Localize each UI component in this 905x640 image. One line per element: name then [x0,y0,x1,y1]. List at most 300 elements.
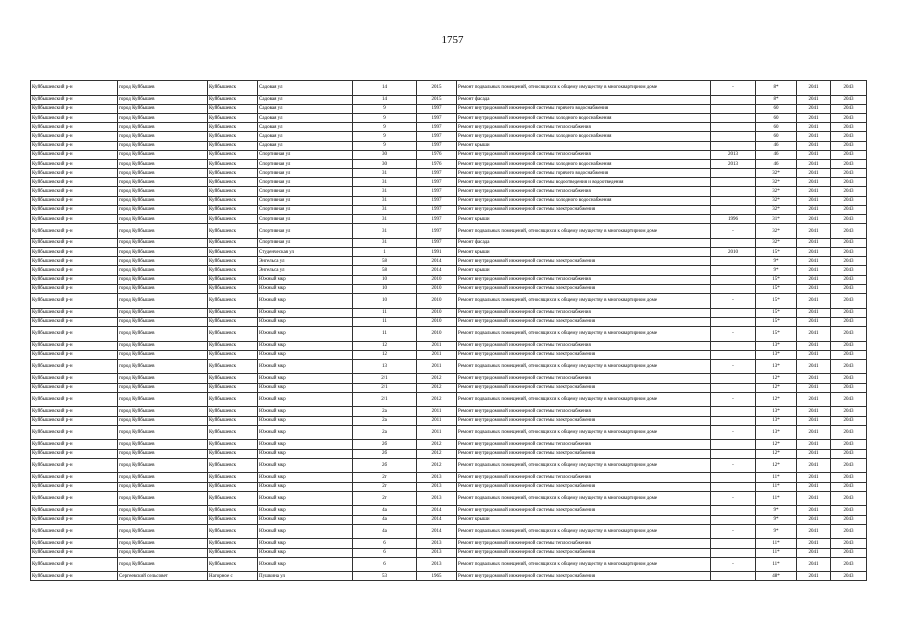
settlement-cell: город Куйбышев [118,350,208,359]
table-row [31,491,867,506]
locality-cell: Куйбышевск [208,205,258,214]
last-repair-year-cell [711,104,756,113]
work-type-cell: Ремонт внутридомовой инженерной системы электроснабжения [457,257,711,266]
house-number-cell: 2а [353,416,417,425]
build-year-cell: 2012 [417,383,457,392]
work-type-cell: Ремонт подвальных помещений, относящихся к общему имуществу в многоквартирном доме [457,224,711,239]
settlement-cell: город Куйбышев [118,266,208,275]
settlement-cell: город Куйбышев [118,317,208,326]
street-cell: Садовая ул [258,141,353,150]
locality-cell: Куйбышевск [208,238,258,247]
wear-cell: 31* [756,215,797,224]
district-cell: Куйбышевский р-н [31,350,118,359]
settlement-cell: город Куйбышев [118,187,208,196]
district-cell: Куйбышевский р-н [31,141,118,150]
last-repair-year-cell: - [711,557,756,572]
wear-cell: 8* [756,95,797,104]
plan-start-cell: 2041 [797,572,831,581]
build-year-cell: 1997 [417,205,457,214]
locality-cell: Куйбышевск [208,491,258,506]
work-type-cell: Ремонт внутридомовой инженерной системы холодного водоснабжения [457,196,711,205]
district-cell: Куйбышевский р-н [31,187,118,196]
wear-cell: 13* [756,341,797,350]
plan-start-cell: 2041 [797,524,831,539]
settlement-cell: город Куйбышев [118,515,208,524]
plan-start-cell: 2041 [797,548,831,557]
plan-start-cell: 2041 [797,215,831,224]
table-row [31,374,867,383]
work-type-cell: Ремонт подвальных помещений, относящихся к общему имуществу в многоквартирном доме [457,293,711,308]
plan-end-cell: 2043 [831,150,867,159]
settlement-cell: город Куйбышев [118,374,208,383]
locality-cell: Куйбышевск [208,81,258,96]
last-repair-year-cell [711,416,756,425]
last-repair-year-cell: 1996 [711,215,756,224]
table-row [31,141,867,150]
plan-end-cell: 2043 [831,275,867,284]
settlement-cell: город Куйбышев [118,308,208,317]
street-cell: Спортивная ул [258,215,353,224]
plan-start-cell: 2041 [797,539,831,548]
last-repair-year-cell [711,383,756,392]
plan-end-cell: 2043 [831,205,867,214]
table-row [31,159,867,168]
plan-start-cell: 2041 [797,359,831,374]
locality-cell: Куйбышевск [208,284,258,293]
district-cell: Куйбышевский р-н [31,293,118,308]
street-cell: Энгельса ул [258,257,353,266]
build-year-cell: 1965 [417,572,457,581]
district-cell: Куйбышевский р-н [31,132,118,141]
locality-cell: Куйбышевск [208,257,258,266]
house-number-cell: 31 [353,224,417,239]
house-number-cell: 14 [353,95,417,104]
settlement-cell: город Куйбышев [118,275,208,284]
build-year-cell: 2014 [417,515,457,524]
street-cell: Южный мкр [258,326,353,341]
wear-cell: 13* [756,350,797,359]
build-year-cell: 1976 [417,159,457,168]
table-row [31,81,867,96]
house-number-cell: 31 [353,178,417,187]
build-year-cell: 2014 [417,524,457,539]
build-year-cell: 2012 [417,458,457,473]
work-type-cell: Ремонт внутридомовой инженерной системы электроснабжения [457,383,711,392]
district-cell: Куйбышевский р-н [31,95,118,104]
district-cell: Куйбышевский р-н [31,374,118,383]
wear-cell: 60 [756,132,797,141]
build-year-cell: 2011 [417,350,457,359]
last-repair-year-cell [711,266,756,275]
house-number-cell: 9 [353,123,417,132]
table-row [31,150,867,159]
settlement-cell: город Куйбышев [118,123,208,132]
build-year-cell: 1997 [417,132,457,141]
house-number-cell: 2б [353,440,417,449]
settlement-cell: город Куйбышев [118,506,208,515]
plan-end-cell: 2043 [831,104,867,113]
work-type-cell: Ремонт внутридомовой инженерной системы горячего водоснабжения [457,169,711,178]
last-repair-year-cell [711,123,756,132]
work-type-cell: Ремонт внутридомовой инженерной системы электроснабжения [457,284,711,293]
work-type-cell: Ремонт внутридомовой инженерной системы электроснабжения [457,350,711,359]
street-cell: Южный мкр [258,359,353,374]
locality-cell: Куйбышевск [208,524,258,539]
work-type-cell: Ремонт подвальных помещений, относящихся к общему имуществу в многоквартирном доме [457,81,711,96]
street-cell: Садовая ул [258,132,353,141]
wear-cell: 15* [756,248,797,257]
plan-start-cell: 2041 [797,491,831,506]
work-type-cell: Ремонт внутридомовой инженерной системы холодного водоснабжения [457,132,711,141]
last-repair-year-cell: - [711,326,756,341]
plan-start-cell: 2041 [797,257,831,266]
plan-end-cell: 2043 [831,326,867,341]
wear-cell: 13* [756,425,797,440]
plan-start-cell: 2041 [797,374,831,383]
house-number-cell: 4а [353,515,417,524]
locality-cell: Куйбышевск [208,383,258,392]
last-repair-year-cell [711,449,756,458]
plan-end-cell: 2043 [831,515,867,524]
plan-start-cell: 2041 [797,416,831,425]
settlement-cell: город Куйбышев [118,491,208,506]
district-cell: Куйбышевский р-н [31,482,118,491]
settlement-cell: город Куйбышев [118,169,208,178]
table-row [31,248,867,257]
table-row [31,196,867,205]
locality-cell: Нагорное с [208,572,258,581]
street-cell: Южный мкр [258,491,353,506]
work-type-cell: Ремонт крыши [457,215,711,224]
plan-end-cell: 2043 [831,81,867,96]
house-number-cell: 2а [353,407,417,416]
work-type-cell: Ремонт внутридомовой инженерной системы теплоснабжения [457,539,711,548]
table-row [31,187,867,196]
house-number-cell: 30 [353,150,417,159]
last-repair-year-cell: - [711,524,756,539]
plan-start-cell: 2041 [797,515,831,524]
table-row [31,341,867,350]
house-number-cell: 2/1 [353,392,417,407]
locality-cell: Куйбышевск [208,187,258,196]
table-row [31,539,867,548]
plan-start-cell: 2041 [797,407,831,416]
street-cell: Южный мкр [258,548,353,557]
last-repair-year-cell [711,308,756,317]
table-row [31,224,867,239]
plan-start-cell: 2041 [797,132,831,141]
work-type-cell: Ремонт подвальных помещений, относящихся к общему имуществу в многоквартирном доме [457,524,711,539]
settlement-cell: город Куйбышев [118,425,208,440]
work-type-cell: Ремонт внутридомовой инженерной системы холодного водоснабжения [457,159,711,168]
street-cell: Спортивная ул [258,196,353,205]
locality-cell: Куйбышевск [208,275,258,284]
settlement-cell: город Куйбышев [118,205,208,214]
locality-cell: Куйбышевск [208,104,258,113]
last-repair-year-cell [711,440,756,449]
table-row [31,205,867,214]
district-cell: Куйбышевский р-н [31,169,118,178]
table-row [31,266,867,275]
settlement-cell: город Куйбышев [118,196,208,205]
settlement-cell: город Куйбышев [118,524,208,539]
work-type-cell: Ремонт крыши [457,266,711,275]
build-year-cell: 2010 [417,308,457,317]
district-cell: Куйбышевский р-н [31,449,118,458]
street-cell: Южный мкр [258,458,353,473]
plan-start-cell: 2041 [797,458,831,473]
wear-cell: 11* [756,557,797,572]
settlement-cell: город Куйбышев [118,548,208,557]
build-year-cell: 2011 [417,359,457,374]
settlement-cell: Сергеевский сельсовет [118,572,208,581]
work-type-cell: Ремонт внутридомовой инженерной системы горячего водоснабжения [457,104,711,113]
plan-end-cell: 2043 [831,482,867,491]
district-cell: Куйбышевский р-н [31,515,118,524]
build-year-cell: 2014 [417,257,457,266]
table-row [31,359,867,374]
last-repair-year-cell [711,178,756,187]
table-row [31,308,867,317]
locality-cell: Куйбышевск [208,215,258,224]
plan-start-cell: 2041 [797,557,831,572]
district-cell: Куйбышевский р-н [31,104,118,113]
work-type-cell: Ремонт подвальных помещений, относящихся к общему имуществу в многоквартирном доме [457,425,711,440]
work-type-cell: Ремонт подвальных помещений, относящихся к общему имуществу в многоквартирном доме [457,326,711,341]
wear-cell: 12* [756,458,797,473]
table-row [31,293,867,308]
last-repair-year-cell: 2013 [711,150,756,159]
street-cell: Садовая ул [258,95,353,104]
wear-cell: 13* [756,407,797,416]
settlement-cell: город Куйбышев [118,449,208,458]
district-cell: Куйбышевский р-н [31,275,118,284]
street-cell: Спортивная ул [258,205,353,214]
locality-cell: Куйбышевск [208,407,258,416]
build-year-cell: 1997 [417,187,457,196]
plan-end-cell: 2043 [831,248,867,257]
district-cell: Куйбышевский р-н [31,572,118,581]
house-number-cell: 12 [353,350,417,359]
table-row [31,557,867,572]
house-number-cell: 9 [353,132,417,141]
settlement-cell: город Куйбышев [118,440,208,449]
settlement-cell: город Куйбышев [118,257,208,266]
plan-end-cell: 2043 [831,317,867,326]
settlement-cell: город Куйбышев [118,104,208,113]
build-year-cell: 2010 [417,275,457,284]
plan-start-cell: 2041 [797,104,831,113]
plan-end-cell: 2043 [831,473,867,482]
work-type-cell: Ремонт внутридомовой инженерной системы электроснабжения [457,572,711,581]
plan-start-cell: 2041 [797,95,831,104]
work-type-cell: Ремонт подвальных помещений, относящихся к общему имуществу в многоквартирном доме [457,458,711,473]
last-repair-year-cell [711,473,756,482]
plan-start-cell: 2041 [797,238,831,247]
wear-cell: 12* [756,374,797,383]
plan-end-cell: 2043 [831,224,867,239]
work-type-cell: Ремонт внутридомовой инженерной системы теплоснабжения [457,473,711,482]
street-cell: Южный мкр [258,293,353,308]
district-cell: Куйбышевский р-н [31,506,118,515]
last-repair-year-cell [711,341,756,350]
settlement-cell: город Куйбышев [118,238,208,247]
street-cell: Южный мкр [258,275,353,284]
district-cell: Куйбышевский р-н [31,205,118,214]
plan-start-cell: 2041 [797,317,831,326]
table-row [31,506,867,515]
work-type-cell: Ремонт крыши [457,248,711,257]
wear-cell: 32* [756,178,797,187]
district-cell: Куйбышевский р-н [31,257,118,266]
table-row [31,515,867,524]
plan-end-cell: 2043 [831,374,867,383]
plan-end-cell: 2043 [831,113,867,122]
locality-cell: Куйбышевск [208,359,258,374]
build-year-cell: 2014 [417,266,457,275]
house-number-cell: 2г [353,473,417,482]
table-row [31,524,867,539]
work-type-cell: Ремонт внутридомовой инженерной системы теплоснабжения [457,308,711,317]
plan-start-cell: 2041 [797,248,831,257]
wear-cell: 12* [756,392,797,407]
district-cell: Куйбышевский р-н [31,238,118,247]
plan-end-cell: 2043 [831,506,867,515]
wear-cell: 46 [756,159,797,168]
locality-cell: Куйбышевск [208,458,258,473]
street-cell: Спортивная ул [258,224,353,239]
wear-cell: 13* [756,416,797,425]
plan-start-cell: 2041 [797,392,831,407]
table-row [31,407,867,416]
district-cell: Куйбышевский р-н [31,392,118,407]
plan-end-cell: 2043 [831,266,867,275]
house-number-cell: 6 [353,539,417,548]
locality-cell: Куйбышевск [208,308,258,317]
work-type-cell: Ремонт фасада [457,95,711,104]
table-row [31,95,867,104]
plan-start-cell: 2041 [797,178,831,187]
street-cell: Спортивная ул [258,187,353,196]
street-cell: Южный мкр [258,473,353,482]
build-year-cell: 1997 [417,141,457,150]
locality-cell: Куйбышевск [208,425,258,440]
locality-cell: Куйбышевск [208,539,258,548]
district-cell: Куйбышевский р-н [31,341,118,350]
street-cell: Южный мкр [258,482,353,491]
wear-cell: 9* [756,515,797,524]
locality-cell: Куйбышевск [208,392,258,407]
last-repair-year-cell [711,374,756,383]
last-repair-year-cell [711,350,756,359]
locality-cell: Куйбышевск [208,482,258,491]
street-cell: Южный мкр [258,440,353,449]
street-cell: Садовая ул [258,113,353,122]
district-cell: Куйбышевский р-н [31,123,118,132]
table-row [31,275,867,284]
house-number-cell: 58 [353,266,417,275]
work-type-cell: Ремонт крыши [457,515,711,524]
house-number-cell: 31 [353,238,417,247]
district-cell: Куйбышевский р-н [31,159,118,168]
locality-cell: Куйбышевск [208,224,258,239]
work-type-cell: Ремонт внутридомовой инженерной системы электроснабжения [457,205,711,214]
locality-cell: Куйбышевск [208,440,258,449]
locality-cell: Куйбышевск [208,132,258,141]
plan-start-cell: 2041 [797,275,831,284]
last-repair-year-cell: - [711,491,756,506]
house-number-cell: 9 [353,141,417,150]
last-repair-year-cell [711,275,756,284]
plan-start-cell: 2041 [797,113,831,122]
last-repair-year-cell: 2013 [711,159,756,168]
wear-cell: 15* [756,326,797,341]
last-repair-year-cell [711,482,756,491]
street-cell: Спортивная ул [258,159,353,168]
house-number-cell: 2г [353,491,417,506]
house-number-cell: 6 [353,548,417,557]
district-cell: Куйбышевский р-н [31,284,118,293]
street-cell: Южный мкр [258,341,353,350]
last-repair-year-cell [711,317,756,326]
settlement-cell: город Куйбышев [118,95,208,104]
wear-cell: 32* [756,205,797,214]
last-repair-year-cell: - [711,458,756,473]
build-year-cell: 1991 [417,248,457,257]
district-cell: Куйбышевский р-н [31,215,118,224]
plan-end-cell: 2043 [831,359,867,374]
wear-cell: 46 [756,150,797,159]
table-row [31,104,867,113]
table-row [31,178,867,187]
house-number-cell: 31 [353,215,417,224]
plan-start-cell: 2041 [797,473,831,482]
build-year-cell: 2012 [417,374,457,383]
work-type-cell: Ремонт внутридомовой инженерной системы теплоснабжения [457,275,711,284]
work-type-cell: Ремонт внутридомовой инженерной системы теплоснабжения [457,341,711,350]
street-cell: Южный мкр [258,425,353,440]
locality-cell: Куйбышевск [208,416,258,425]
plan-end-cell: 2043 [831,308,867,317]
wear-cell: 9* [756,506,797,515]
build-year-cell: 1997 [417,215,457,224]
wear-cell: 15* [756,317,797,326]
locality-cell: Куйбышевск [208,178,258,187]
district-cell: Куйбышевский р-н [31,440,118,449]
street-cell: Пушкина ул [258,572,353,581]
build-year-cell: 1997 [417,123,457,132]
table-row [31,326,867,341]
table-row [31,482,867,491]
wear-cell: 32* [756,169,797,178]
plan-start-cell: 2041 [797,196,831,205]
settlement-cell: город Куйбышев [118,248,208,257]
table-row [31,383,867,392]
plan-end-cell: 2043 [831,284,867,293]
plan-start-cell: 2041 [797,123,831,132]
plan-end-cell: 2043 [831,458,867,473]
last-repair-year-cell [711,132,756,141]
house-number-cell: 11 [353,326,417,341]
work-type-cell: Ремонт внутридомовой инженерной системы электроснабжения [457,416,711,425]
house-number-cell: 12 [353,341,417,350]
last-repair-year-cell [711,572,756,581]
plan-end-cell: 2043 [831,572,867,581]
build-year-cell: 2015 [417,95,457,104]
last-repair-year-cell [711,548,756,557]
street-cell: Спортивная ул [258,238,353,247]
last-repair-year-cell: - [711,425,756,440]
